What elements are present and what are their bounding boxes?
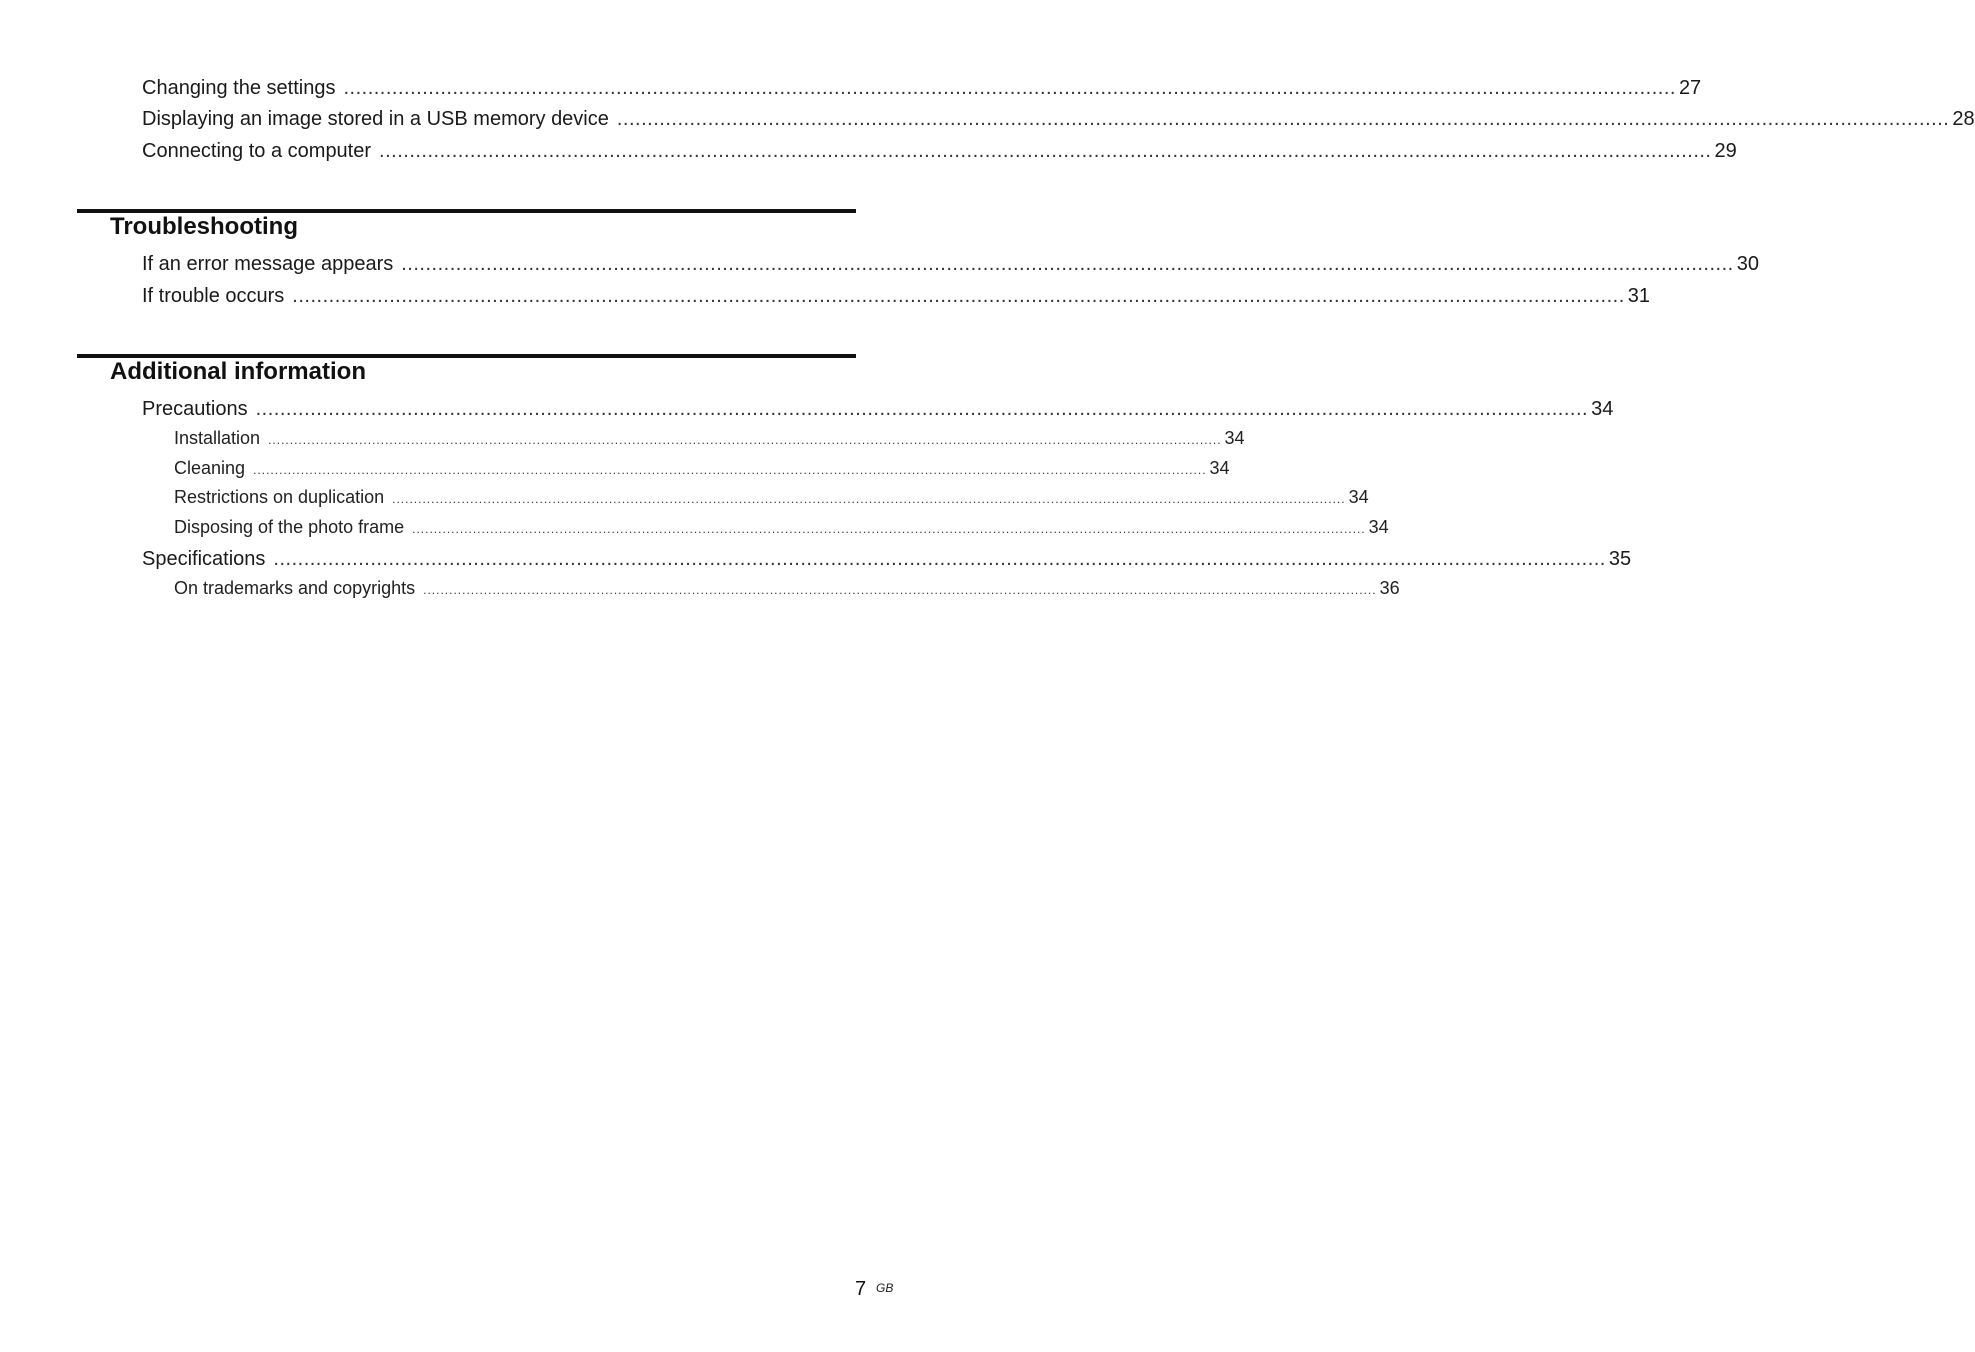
- toc-entry-page: 34: [1591, 398, 1614, 420]
- leader-dots: ............................................................................................................................................................................................................................: [292, 285, 1625, 307]
- toc-entry-label: Disposing of the photo frame: [174, 517, 405, 537]
- section-title-additional-information: Additional information: [110, 358, 366, 385]
- page-number: 7: [855, 1278, 867, 1300]
- toc-entry-trouble-occurs[interactable]: [142, 285, 1651, 313]
- toc-entry-label: Changing the settings: [142, 77, 336, 99]
- toc-entry-specifications[interactable]: [142, 548, 1632, 576]
- toc-entry-label: Connecting to a computer: [142, 140, 372, 162]
- toc-entry-label: Cleaning: [174, 458, 246, 478]
- leader-dots: ............................................................................................................................................................................................................................: [392, 492, 1346, 506]
- leader-dots: ............................................................................................................................................................................................................................: [255, 398, 1589, 420]
- leader-dots: ............................................................................................................................................................................................................................: [616, 108, 1950, 130]
- toc-entry-page: 34: [1348, 487, 1369, 507]
- toc-entry-page: 34: [1224, 428, 1245, 448]
- toc-entry-label: If an error message appears: [142, 253, 394, 275]
- leader-dots: ............................................................................................................................................................................................................................: [412, 522, 1366, 536]
- toc-entry-page: 34: [1368, 517, 1389, 537]
- leader-dots: ............................................................................................................................................................................................................................: [343, 77, 1676, 99]
- toc-entry-label: Precautions: [142, 398, 248, 420]
- toc-entry-label: Specifications: [142, 548, 266, 570]
- toc-subentry-trademarks-copyrights[interactable]: [174, 578, 1400, 604]
- section-title-troubleshooting: Troubleshooting: [110, 213, 298, 240]
- toc-entry-label: If trouble occurs: [142, 285, 285, 307]
- toc-subentry-disposing-photo-frame[interactable]: [174, 517, 1389, 543]
- toc-entry-label: Restrictions on duplication: [174, 487, 385, 507]
- toc-entry-page: 35: [1608, 548, 1632, 570]
- toc-entry-page: 34: [1209, 458, 1230, 478]
- toc-entry-label: Displaying an image stored in a USB memory device: [142, 108, 609, 130]
- region-code: GB: [876, 1281, 894, 1295]
- toc-subentry-installation[interactable]: [174, 428, 1245, 454]
- toc-subentry-restrictions-duplication[interactable]: [174, 487, 1369, 513]
- toc-entry-precautions[interactable]: [142, 398, 1614, 426]
- leader-dots: ............................................................................................................................................................................................................................: [268, 433, 1222, 447]
- leader-dots: ............................................................................................................................................................................................................................: [253, 463, 1207, 477]
- leader-dots: ............................................................................................................................................................................................................................: [423, 583, 1377, 597]
- leader-dots: ............................................................................................................................................................................................................................: [379, 140, 1712, 162]
- toc-entry-page: 36: [1379, 578, 1400, 598]
- leader-dots: ............................................................................................................................................................................................................................: [401, 253, 1734, 275]
- toc-entry-page: 31: [1627, 285, 1651, 307]
- leader-dots: ............................................................................................................................................................................................................................: [273, 548, 1606, 570]
- toc-subentry-cleaning[interactable]: [174, 458, 1230, 484]
- toc-entry-page: 27: [1678, 77, 1702, 99]
- toc-entry-error-message[interactable]: [142, 253, 1759, 281]
- toc-entry-page: 29: [1714, 140, 1737, 162]
- toc-entry-page: 30: [1736, 253, 1759, 275]
- toc-entry-page: 28: [1952, 108, 1975, 130]
- toc-entry-label: On trademarks and copyrights: [174, 578, 416, 598]
- toc-entry-label: Installation: [174, 428, 261, 448]
- toc-entry-changing-settings[interactable]: [142, 77, 1702, 105]
- toc-entry-displaying-usb-image[interactable]: [142, 108, 1975, 136]
- toc-entry-connecting-computer[interactable]: [142, 140, 1737, 168]
